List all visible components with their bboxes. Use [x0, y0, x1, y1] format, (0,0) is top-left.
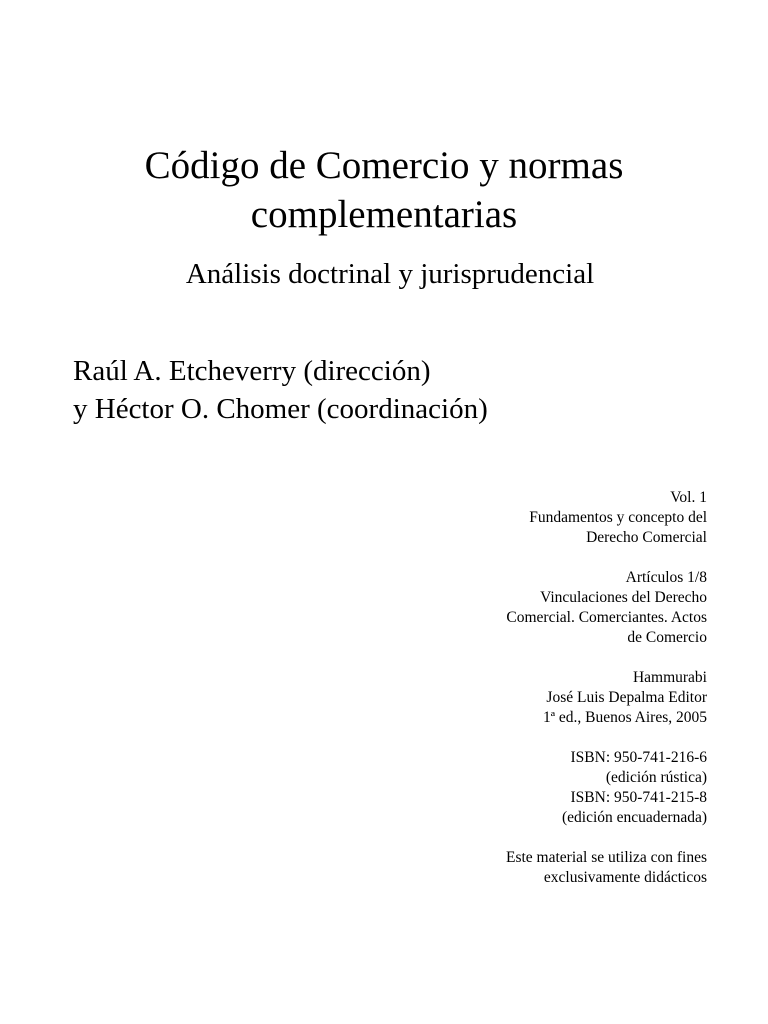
- isbn-block: [347, 748, 707, 828]
- author-director: Raúl A. Etcheverry (dirección): [73, 355, 431, 387]
- usage-note-line-1: Este material se utiliza con fines: [506, 849, 707, 866]
- publication-info: [347, 488, 707, 908]
- volume-title-line-1: Fundamentos y concepto del: [529, 509, 707, 526]
- authors-block: [73, 352, 488, 428]
- publisher-edition: 1ª ed., Buenos Aires, 2005: [543, 709, 707, 726]
- publisher-editor: José Luis Depalma Editor: [546, 689, 707, 706]
- articles-block: [347, 568, 707, 648]
- articles-range: Artículos 1/8: [625, 569, 707, 586]
- isbn-encuadernada: ISBN: 950-741-215-8: [570, 789, 707, 806]
- publisher-block: [347, 668, 707, 728]
- document-title: [0, 141, 768, 239]
- articles-topic-line-3: de Comercio: [627, 629, 707, 646]
- isbn-rustica: ISBN: 950-741-216-6: [570, 749, 707, 766]
- isbn-encuadernada-label: (edición encuadernada): [561, 809, 707, 826]
- articles-topic-line-2: Comercial. Comerciantes. Actos: [506, 609, 707, 626]
- author-coordinator: y Héctor O. Chomer (coordinación): [73, 393, 488, 425]
- isbn-rustica-label: (edición rústica): [605, 769, 707, 786]
- usage-note-line-2: exclusivamente didácticos: [543, 869, 707, 886]
- usage-note-block: [347, 848, 707, 888]
- volume-title-line-2: Derecho Comercial: [586, 529, 707, 546]
- document-subtitle: Análisis doctrinal y jurisprudencial: [185, 258, 595, 290]
- title-line-1: Código de Comercio y normas: [144, 144, 624, 187]
- volume-block: [347, 488, 707, 548]
- volume-number: Vol. 1: [670, 489, 707, 506]
- title-line-2: complementarias: [250, 193, 518, 236]
- articles-topic-line-1: Vinculaciones del Derecho: [540, 589, 707, 606]
- publisher-name: Hammurabi: [632, 669, 707, 686]
